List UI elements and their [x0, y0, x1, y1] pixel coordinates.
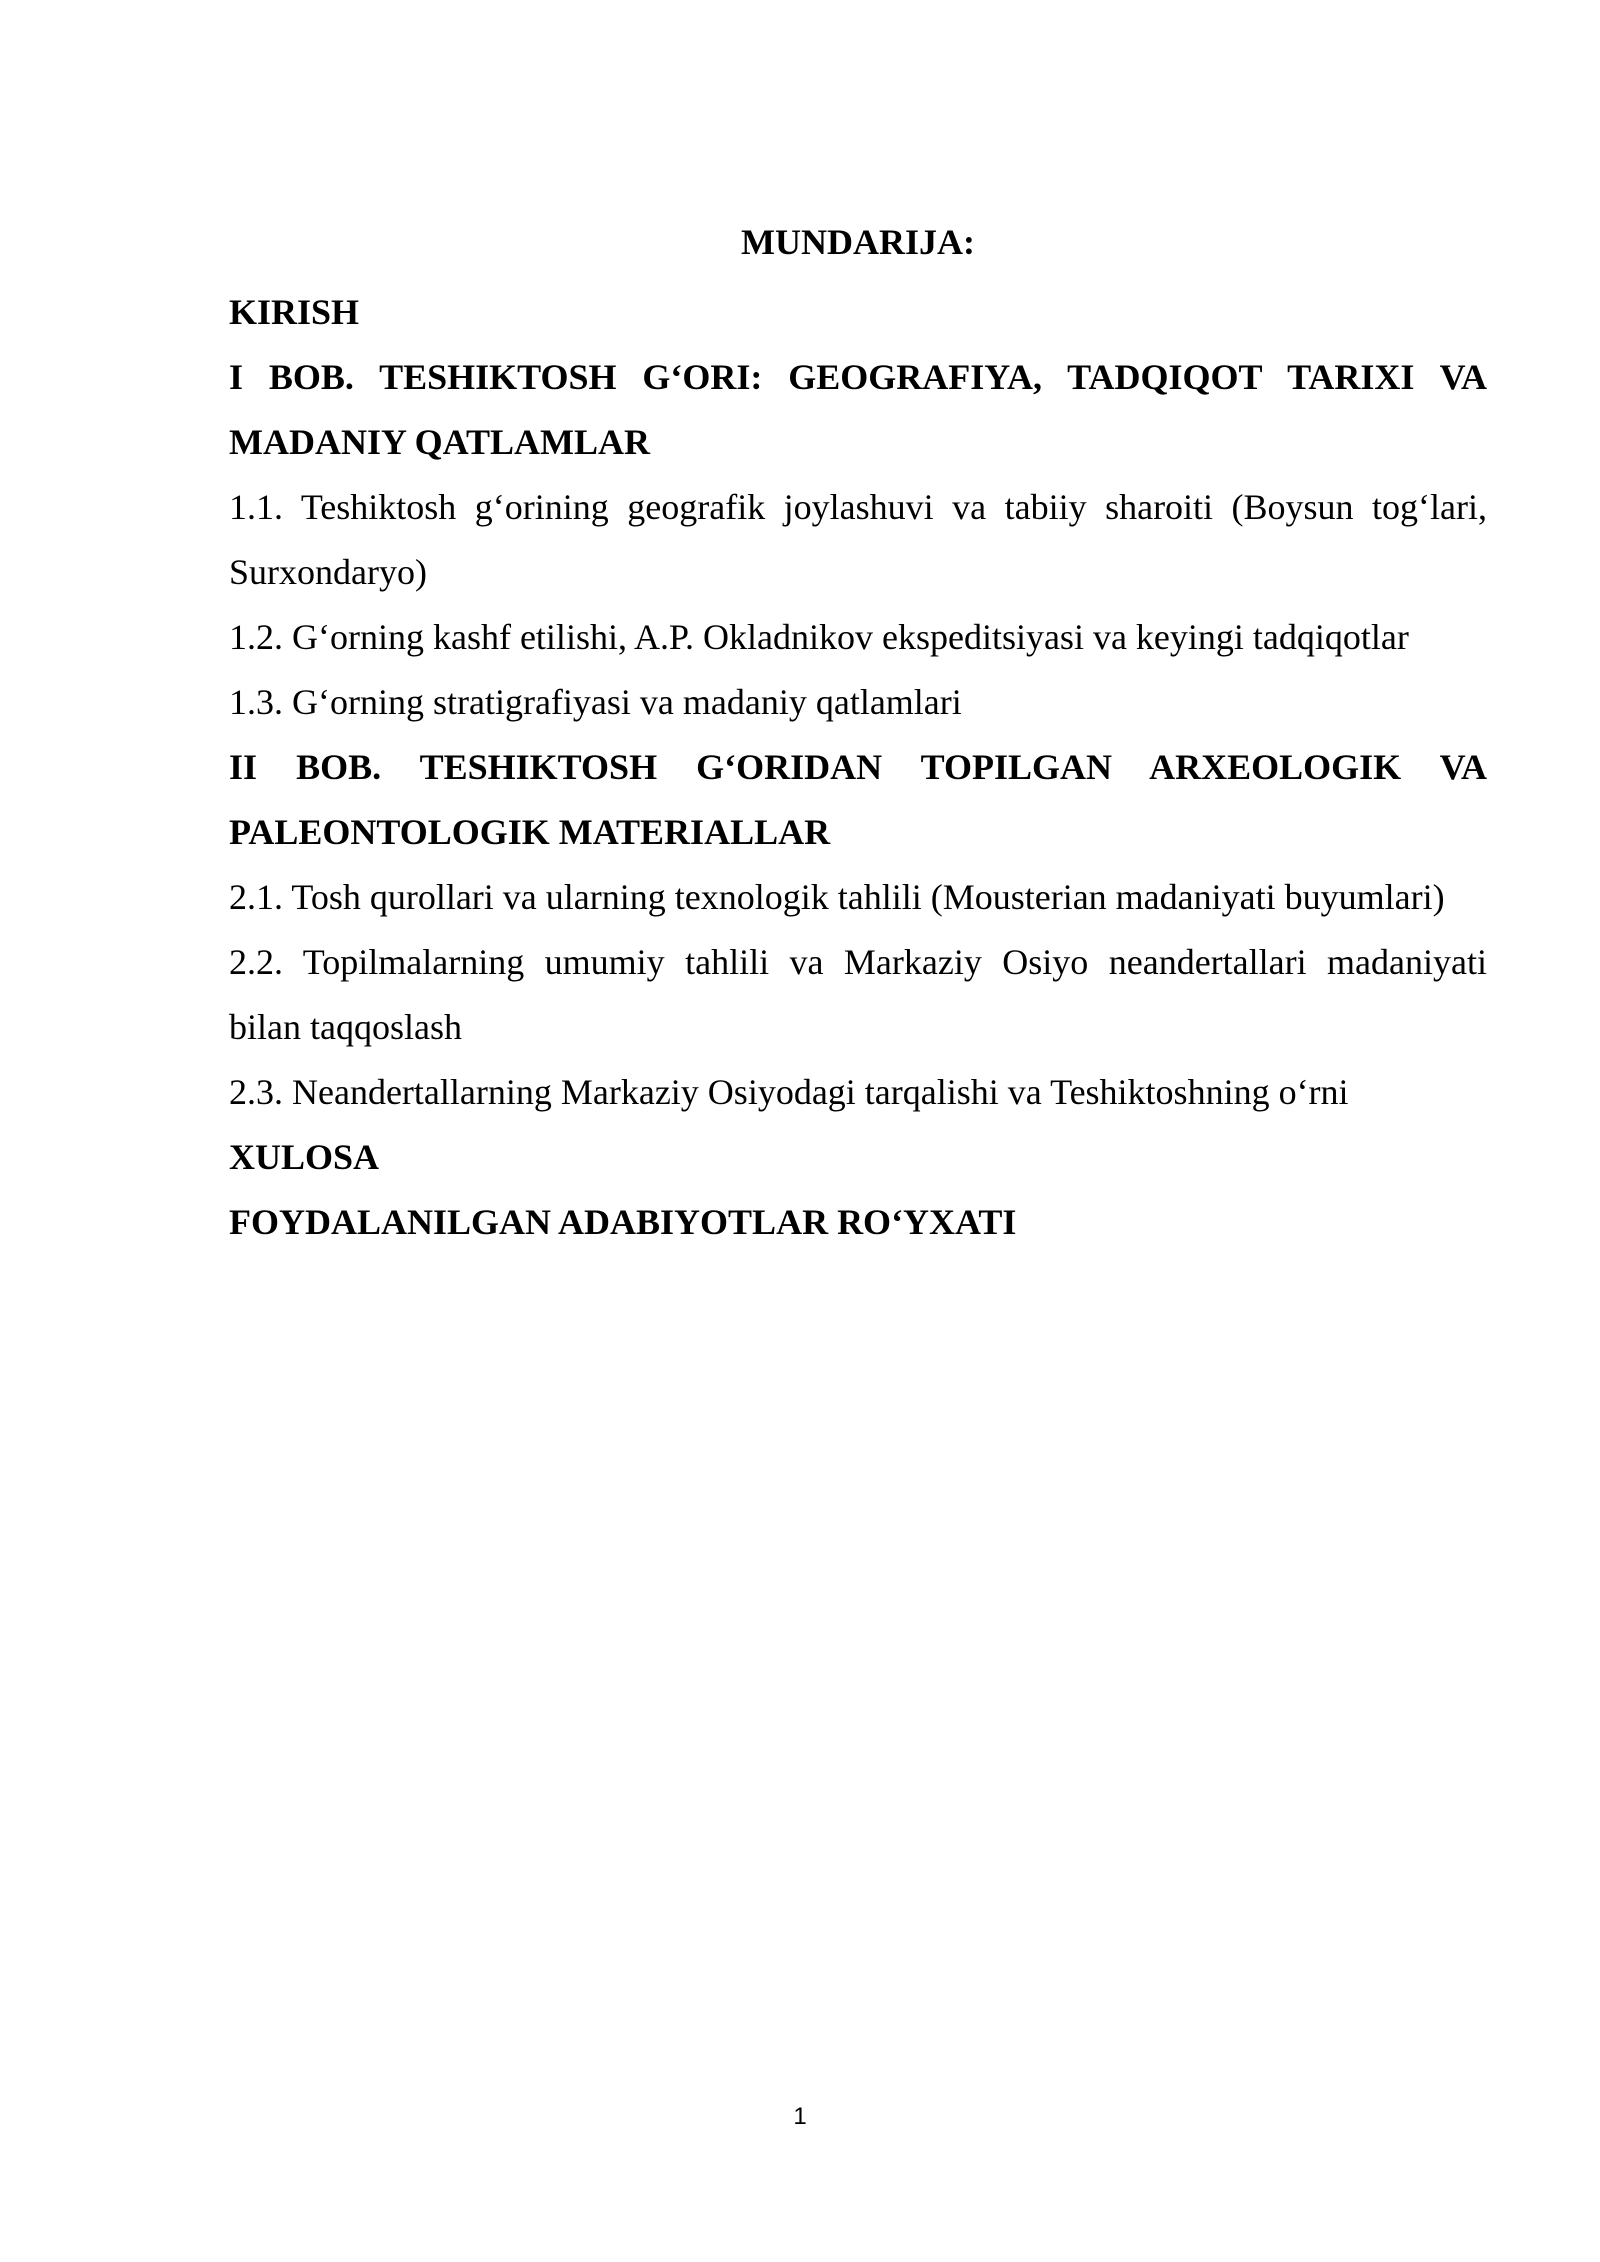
toc-entry-conclusion: XULOSA	[229, 1137, 380, 1177]
table-of-contents	[229, 215, 1487, 1255]
toc-title: MUNDARIJA:	[741, 222, 975, 262]
toc-entry-section-1-1-continued: Surxondaryo)	[229, 552, 427, 592]
toc-entry-section-1-1: 1.1. Teshiktosh g‘orining geografik joylashuvi va tabiiy sharoiti (Boysun tog‘lari,	[229, 487, 1487, 527]
toc-entry-references: FOYDALANILGAN ADABIYOTLAR RO‘YXATI	[229, 1202, 1017, 1242]
page-number: 1	[793, 2103, 807, 2130]
toc-entry-section-2-2-continued: bilan taqqoslash	[229, 1007, 462, 1047]
toc-entry-section-2-2: 2.2. Topilmalarning umumiy tahlili va Markaziy Osiyo neandertallari madaniyati	[229, 942, 1487, 982]
toc-entry-chapter-1-heading-continued: MADANIY QATLAMLAR	[229, 422, 650, 462]
toc-entry-chapter-1-heading: I BOB. TESHIKTOSH G‘ORI: GEOGRAFIYA, TADQIQOT TARIXI VA	[229, 357, 1487, 397]
toc-entry-chapter-2-heading-continued: PALEONTOLOGIK MATERIALLAR	[229, 812, 831, 852]
toc-entry-section-1-2: 1.2. G‘orning kashf etilishi, A.P. Okladnikov ekspeditsiyasi va keyingi tadqiqotlar	[229, 617, 1409, 657]
toc-entry-section-2-1: 2.1. Tosh qurollari va ularning texnologik tahlili (Mousterian madaniyati buyumlari)	[229, 877, 1445, 917]
toc-entry-chapter-2-heading: II BOB. TESHIKTOSH G‘ORIDAN TOPILGAN ARXEOLOGIK VA	[229, 747, 1487, 787]
toc-entry-introduction: KIRISH	[229, 292, 360, 332]
toc-entry-section-2-3: 2.3. Neandertallarning Markaziy Osiyodagi tarqalishi va Teshiktoshning o‘rni	[229, 1072, 1349, 1112]
toc-entry-section-1-3: 1.3. G‘orning stratigrafiyasi va madaniy qatlamlari	[229, 682, 962, 722]
